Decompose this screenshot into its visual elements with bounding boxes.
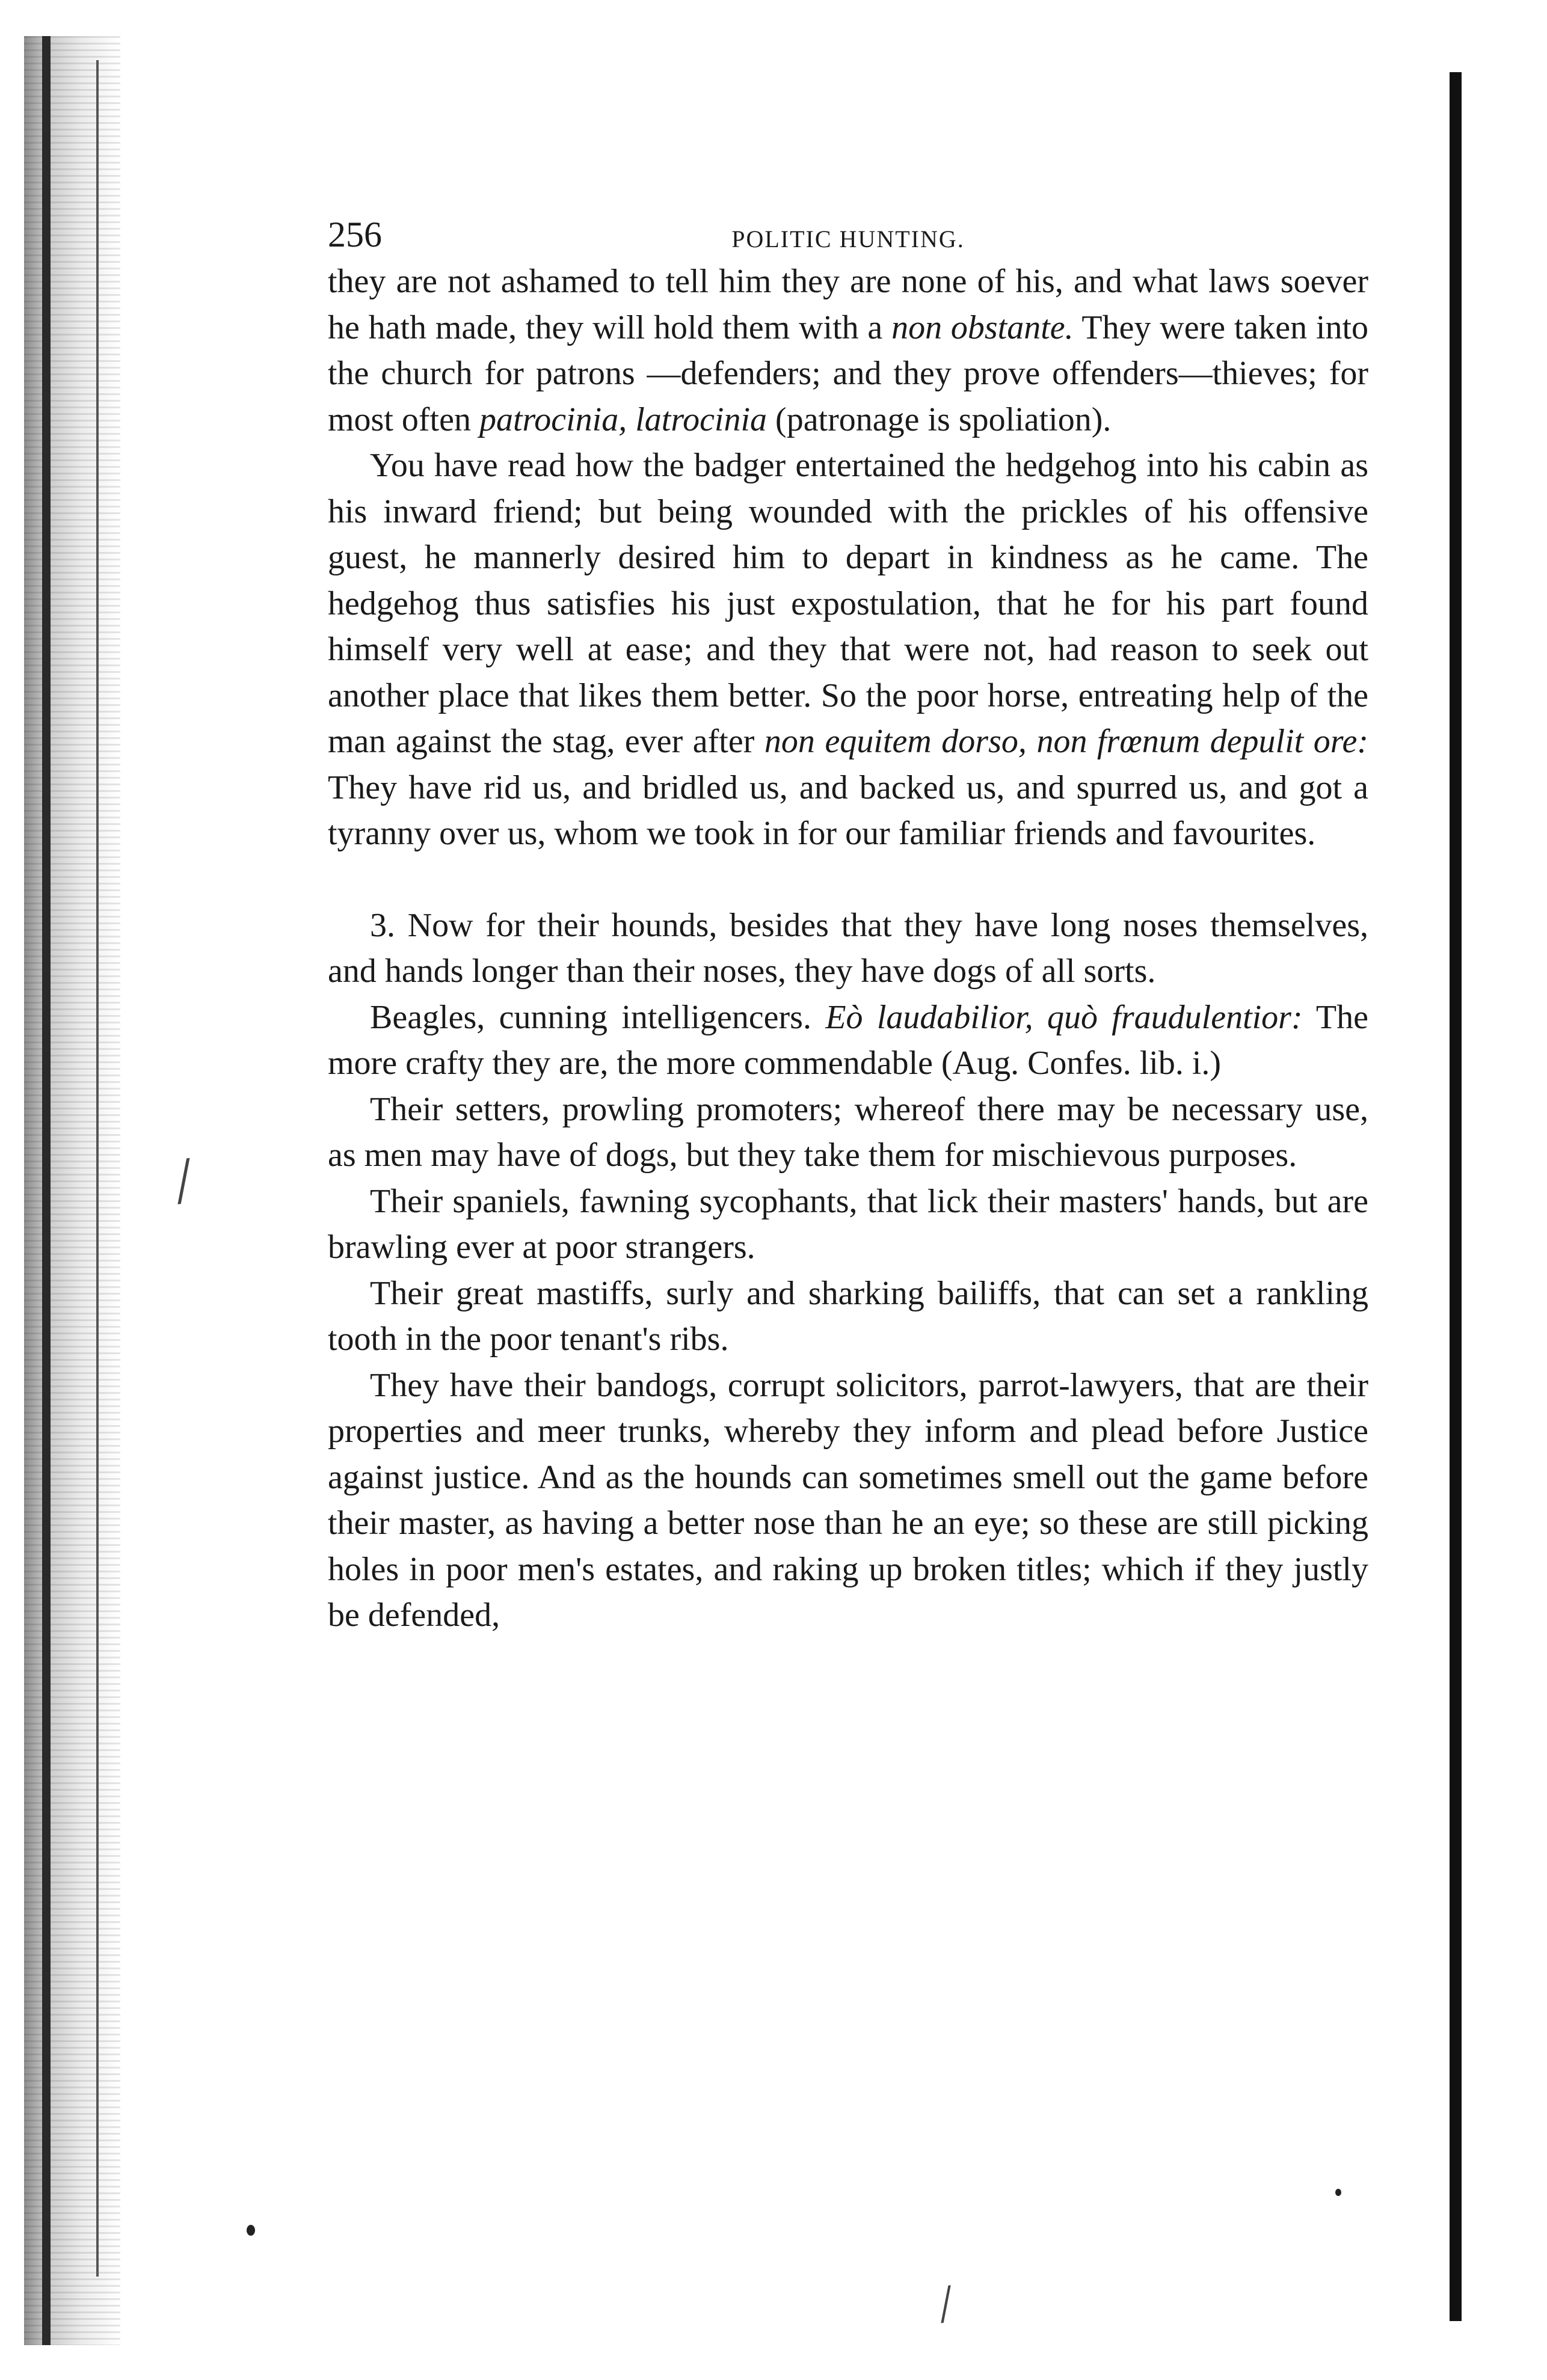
binding-rule <box>96 60 99 2277</box>
paragraph <box>328 995 1368 1087</box>
text-run: Their spaniels, fawning sycophants, that lick their masters' hands, but are brawling ever at poor strangers. <box>328 1182 1368 1266</box>
italic-phrase: Eò laudabilior, quò fraudulentior: <box>825 998 1303 1036</box>
page-edge-right <box>1450 72 1462 2321</box>
text-run: Beagles, cunning intelligencers. <box>370 998 826 1036</box>
page-number: 256 <box>328 215 382 254</box>
text-body <box>328 259 1368 1639</box>
text-run: They were taken into the church for patrons —defenders; and they prove offenders—thieves; for most often <box>328 308 1369 438</box>
pencil-mark-margin: / <box>169 1142 198 1218</box>
running-title: POLITIC HUNTING. <box>731 225 965 253</box>
running-head <box>328 210 1368 259</box>
scanned-binding-gutter <box>24 36 120 2345</box>
ink-speck-left <box>247 2225 255 2236</box>
text-run: Their setters, prowling promoters; whereof there may be necessary use, as men may have of dogs, but they take them for mischievous purposes. <box>328 1090 1368 1174</box>
paragraph <box>328 903 1368 995</box>
text-run: The more crafty they are, the more commendable (Aug. Confes. lib. i.) <box>328 998 1368 1082</box>
text-run: They have rid us, and bridled us, and backed us, and spurred us, and got a tyranny over us, whom we took in for our familiar friends and favourites. <box>328 768 1368 852</box>
text-run: 3. Now for their hounds, besides that they have long noses themselves, and hands longer than their noses, they have dogs of all sorts. <box>328 906 1368 990</box>
text-run: (patronage is spoliation). <box>767 400 1112 438</box>
paragraph <box>328 1271 1368 1363</box>
italic-phrase: non equitem dorso, non frœnum depulit ore: <box>764 723 1368 760</box>
binding-edge-shadow <box>42 36 51 2345</box>
text-run: they are not ashamed to tell him they are none of his, and what laws soever he hath made, they will hold them with a <box>328 263 1368 346</box>
pencil-mark-bottom: / <box>934 2273 958 2335</box>
italic-phrase: patrocinia, latrocinia <box>479 400 767 438</box>
text-run: They have their bandogs, corrupt solicitors, parrot-lawyers, that are their properties and meer trunks, whereby they inform and plead before Justice against justice. And as the hounds can sometimes smell out the game before their master, as having a better nose than he an eye; so these are still picking holes in poor men's estates, and raking up broken titles; which if they justly be defended, <box>328 1366 1368 1634</box>
book-page <box>328 210 1368 1639</box>
paragraph <box>328 1363 1368 1639</box>
text-run: Their great mastiffs, surly and sharking bailiffs, that can set a rankling tooth in the poor tenant's ribs. <box>328 1274 1368 1358</box>
paragraph <box>328 1087 1368 1179</box>
italic-phrase: non obstante. <box>891 308 1074 346</box>
paragraph <box>328 259 1368 443</box>
ink-speck-right <box>1335 2189 1341 2196</box>
text-run: You have read how the badger entertained the hedgehog into his cabin as his inward friend; but being wounded with the prickles of his offensive guest, he mannerly desired him to depart in kindness as he came. The hedgehog thus satisfies his just expostulation, that he for his part found himself very well at ease; and they that were not, had reason to seek out another place that likes them better. So the poor horse, entreating help of the man against the stag, ever after <box>328 447 1368 760</box>
paragraph <box>328 1179 1368 1271</box>
paragraph <box>328 443 1368 857</box>
